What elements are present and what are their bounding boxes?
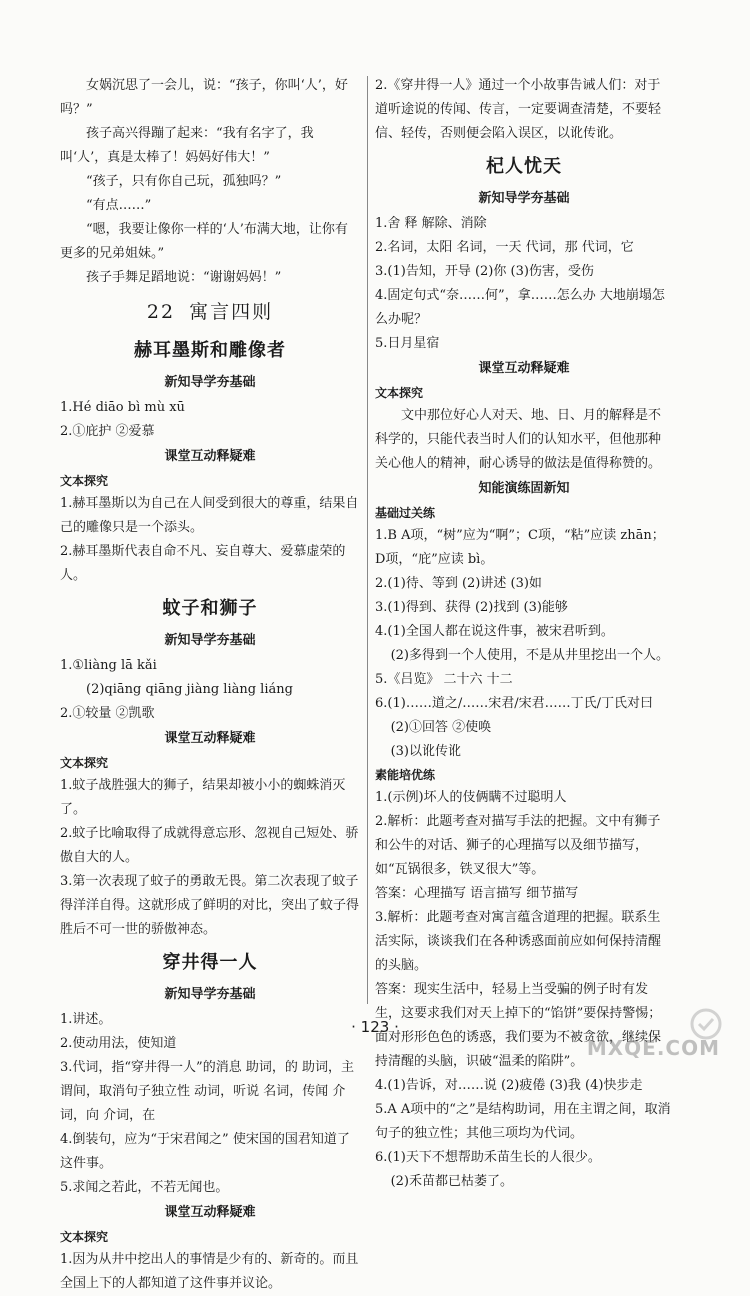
answer-line: 5.日月星宿	[375, 336, 440, 351]
subsection-title: 文本探究	[60, 756, 109, 770]
lesson-title: 蚊子和狮子	[162, 598, 258, 619]
answer-line: (3)以讹传讹	[390, 744, 462, 759]
answer-line: (2)禾苗都已枯萎了。	[390, 1174, 514, 1189]
story-line: 女娲沉思了一会儿，说：“孩子，你叫‘人’，好吗？”	[60, 78, 348, 117]
unit-title	[60, 294, 360, 330]
answer-line: 1.舍 释 解除、消除	[375, 216, 487, 231]
lesson-title: 杞人忧天	[486, 156, 562, 177]
answer-line: 答案：心理描写 语言描写 细节描写	[375, 886, 579, 901]
left-column	[60, 74, 360, 1296]
answer-line: 2.①较量 ②凯歌	[60, 706, 155, 721]
answer-line: 6.(1)天下不想帮助禾苗生长的人很少。	[375, 1150, 601, 1165]
lesson-title: 赫耳墨斯和雕像者	[134, 340, 286, 361]
answer-line: 5.《吕览》 二十六 十二	[375, 672, 513, 687]
subsection-title: 基础过关练	[375, 506, 436, 520]
column-divider	[367, 76, 368, 1004]
page-number: · 123 ·	[351, 1018, 399, 1036]
answer-line: 1.讲述。	[60, 1012, 112, 1027]
answer-line: 3.解析：此题考查对寓言蕴含道理的把握。联系生活实际，谈谈我们在各种诱惑面前应如何保持清醒的头脑。	[375, 910, 662, 973]
section-title: 新知导学夯基础	[164, 633, 256, 648]
answer-line: 文中那位好心人对天、地、日、月的解释是不科学的，只能代表当时人们的认知水平，但他那种关心他人的精神，耐心诱导的做法是值得称赞的。	[375, 408, 662, 471]
answer-line: 1.①liàng lā kǎi	[60, 658, 157, 673]
answer-line: 2.名词，太阳 名词，一天 代词，那 代词，它	[375, 240, 634, 255]
subsection-title: 文本探究	[60, 474, 109, 488]
answer-line: 3.(1)得到、获得 (2)找到 (3)能够	[375, 600, 568, 615]
unit-number: 22	[146, 301, 176, 323]
answer-line: 2.《穿井得一人》通过一个小故事告诫人们：对于道听途说的传闻、传言，一定要调查清楚，不要轻信、轻传，否则便会陷入误区，以讹传讹。	[375, 78, 662, 141]
answer-line: 2.解析：此题考查对描写手法的把握。文中有狮子和公牛的对话、狮子的心理描写以及细节描写，如“瓦锅很多，铁叉很大”等。	[375, 814, 661, 877]
answer-line: 1.赫耳墨斯以为自己在人间受到很大的尊重，结果自己的雕像只是一个添头。	[60, 496, 359, 535]
answer-line: 1.蚊子战胜强大的狮子，结果却被小小的蜘蛛消灭了。	[60, 778, 346, 817]
section-title: 课堂互动释疑难	[478, 361, 570, 376]
answer-line: 5.A A项中的“之”是结构助词，用在主谓之间，取消句子的独立性；其他三项均为代词。	[375, 1102, 671, 1141]
subsection-title: 文本探究	[60, 1230, 109, 1244]
answer-line: 1.因为从井中挖出人的事情是少有的、新奇的。而且全国上下的人都知道了这件事并议论。	[60, 1252, 359, 1291]
answer-line: 1.B A项，“树”应为“啊”；C项，“粘”应读 zhān；D项，“庇”应读 bì。	[375, 528, 665, 567]
subsection-title: 文本探究	[375, 386, 424, 400]
answer-line: 3.(1)告知，开导 (2)你 (3)伤害，受伤	[375, 264, 594, 279]
answer-line: 4.(1)告诉，对……说 (2)疲倦 (3)我 (4)快步走	[375, 1078, 643, 1093]
answer-line: 4.(1)全国人都在说这件事，被宋君听到。	[375, 624, 614, 639]
section-title: 知能演练固新知	[478, 481, 570, 496]
section-title: 新知导学夯基础	[164, 375, 256, 390]
answer-line: (2)多得到一个人使用，不是从井里挖出一个人。	[390, 648, 670, 663]
section-title: 新知导学夯基础	[478, 191, 570, 206]
answer-line: 2.蚊子比喻取得了成就得意忘形、忽视自己短处、骄傲自大的人。	[60, 826, 359, 865]
answer-line: 6.(1)……道之/……宋君/宋君……丁氏/丁氏对曰	[375, 696, 653, 711]
section-title: 新知导学夯基础	[164, 987, 256, 1002]
watermark-text: MXQE.COM	[586, 1036, 720, 1060]
section-title: 课堂互动释疑难	[164, 449, 256, 464]
answer-line: 5.求闻之若此，不若无闻也。	[60, 1180, 229, 1195]
unit-name: 寓言四则	[189, 301, 274, 323]
answer-line: (2)qiāng qiāng jiàng liàng liáng	[86, 682, 293, 697]
answer-line: 4.倒装句，应为“于宋君闻之” 使宋国的国君知道了这件事。	[60, 1132, 350, 1171]
answer-line: 4.固定句式“奈……何”，拿……怎么办 大地崩塌怎么办呢？	[375, 288, 665, 327]
story-line: 孩子高兴得蹦了起来：“我有名字了，我叫‘人’，真是太棒了！妈妈好伟大！”	[60, 126, 314, 165]
answer-line: 2.使动用法，使知道	[60, 1036, 177, 1051]
answer-line: 答案：现实生活中，轻易上当受骗的例子时有发生，这要求我们对天上掉下的“馅饼”要保持警惕；面对形形色色的诱惑，我们要为不被贪欲，继续保持清醒的头脑，识破“温柔的陷阱”。	[375, 982, 662, 1069]
subsection-title: 素能培优练	[375, 768, 436, 782]
story-line: “孩子，只有你自己玩，孤独吗？”	[86, 174, 282, 189]
story-line: “有点……”	[86, 198, 152, 213]
answer-line: 3.第一次表现了蚊子的勇敢无畏。第二次表现了蚊子得洋洋自得。这就形成了鲜明的对比，突出了蚊子得胜后不可一世的骄傲神态。	[60, 874, 360, 937]
story-line: “嗯，我要让像你一样的‘人’布满大地，让你有更多的兄弟姐妹。”	[60, 222, 348, 261]
answer-line: 3.代词，指“穿井得一人”的消息 助词，的 助词，主谓间，取消句子独立性 动词，听说 名词，传闻 介词，向 介词，在	[60, 1060, 354, 1123]
answer-line: 2.赫耳墨斯代表自命不凡、妄自尊大、爱慕虚荣的人。	[60, 544, 346, 583]
answer-line: 2.(1)待、等到 (2)讲述 (3)如	[375, 576, 542, 591]
answer-line: 2.①庇护 ②爱慕	[60, 424, 155, 439]
section-title: 课堂互动释疑难	[164, 731, 256, 746]
answer-line: 1.Hé diāo bì mù xū	[60, 400, 185, 415]
answer-line: (2)①回答 ②使唤	[390, 720, 492, 735]
answer-line: 1.(示例)坏人的伎俩瞒不过聪明人	[375, 790, 567, 805]
section-title: 课堂互动释疑难	[164, 1205, 256, 1220]
lesson-title: 穿井得一人	[162, 952, 258, 973]
story-line: 孩子手舞足蹈地说：“谢谢妈妈！”	[86, 270, 282, 285]
